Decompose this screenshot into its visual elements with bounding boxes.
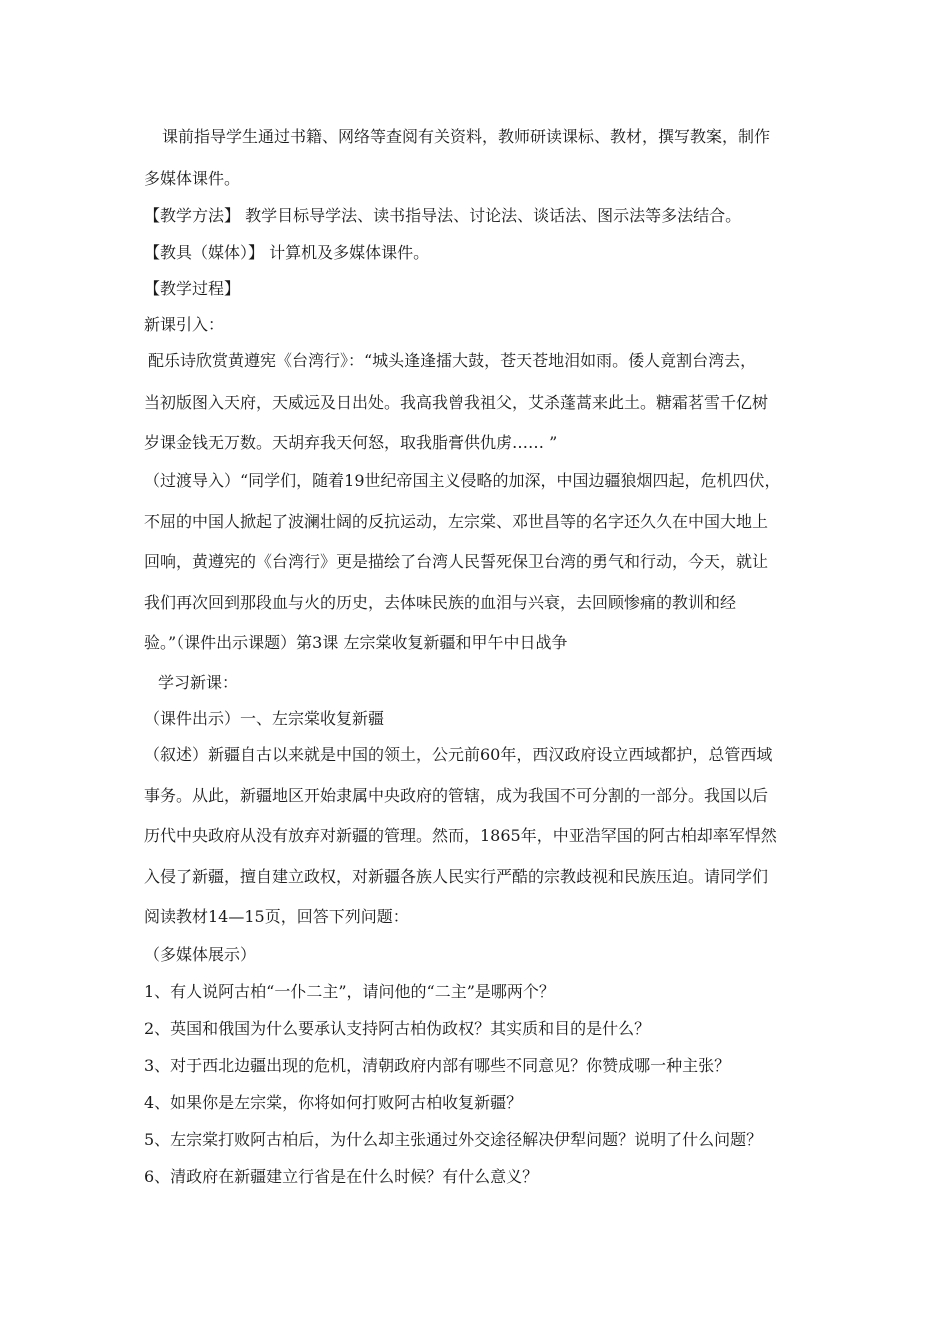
- learn-new-lesson: 学习新课：: [158, 673, 239, 692]
- poem-line-1: 配乐诗欣赏黄遵宪《台湾行》：“城头逢逢擂大鼓，苍天苍地泪如雨。倭人竟割台湾去，: [148, 351, 757, 370]
- narration-line-3: 历代中央政府从没有放弃对新疆的管理。然而，1865年，中亚浩罕国的阿古柏却率军悍然: [144, 826, 777, 845]
- poem-line-2: 当初版图入天府，天威远及日出处。我高我曾我祖父，艾杀蓬蒿来此土。糖霜茗雪千亿树: [144, 393, 769, 412]
- narration-line-2: 事务。从此，新疆地区开始隶属中央政府的管辖，成为我国不可分割的一部分。我国以后: [144, 786, 769, 805]
- teaching-methods: 【教学方法】 教学目标导学法、读书指导法、讨论法、谈话法、图示法等多法结合。: [144, 206, 742, 225]
- question-4: 4、如果你是左宗棠，你将如何打败阿古柏收复新疆？: [144, 1093, 523, 1112]
- narration-line-5: 阅读教材14—15页，回答下列问题：: [144, 907, 409, 926]
- multimedia-label: （多媒体展示）: [144, 945, 257, 964]
- lesson-title-line: 验。”（课件出示课题）第3课 左宗棠收复新疆和甲午中日战争: [144, 633, 568, 652]
- question-3: 3、对于西北边疆出现的危机，清朝政府内部有哪些不同意见？你赞成哪一种主张？: [144, 1056, 731, 1075]
- teaching-tools: 【教具（媒体）】 计算机及多媒体课件。: [144, 243, 430, 262]
- new-lesson-intro: 新课引入：: [144, 315, 225, 334]
- section-heading: （课件出示）一、左宗棠收复新疆: [144, 709, 385, 728]
- question-2: 2、英国和俄国为什么要承认支持阿古柏伪政权？其实质和目的是什么？: [144, 1019, 651, 1038]
- narration-line-1: （叙述）新疆自古以来就是中国的领土，公元前60年，西汉政府设立西域都护，总管西域: [144, 745, 773, 764]
- teaching-process-heading: 【教学过程】: [144, 279, 241, 298]
- question-1: 1、有人说阿古柏“一仆二主”，请问他的“二主”是哪两个？: [144, 982, 555, 1001]
- question-5: 5、左宗棠打败阿古柏后，为什么却主张通过外交途径解决伊犁问题？说明了什么问题？: [144, 1130, 763, 1149]
- text-line-1: 课前指导学生通过书籍、网络等查阅有关资料，教师研读课标、教材，撰写教案，制作: [162, 127, 771, 146]
- transition-line-2: 不屈的中国人掀起了波澜壮阔的反抗运动，左宗棠、邓世昌等的名字还久久在中国大地上: [144, 512, 769, 531]
- transition-line-1: （过渡导入）“同学们，随着19世纪帝国主义侵略的加深，中国边疆狼烟四起，危机四伏，: [144, 471, 781, 490]
- poem-line-3: 岁课金钱无万数。天胡弃我天何怒，取我脂膏供仇虏…… ”: [144, 433, 558, 452]
- text-line-2: 多媒体课件。: [144, 169, 241, 188]
- transition-line-4: 我们再次回到那段血与火的历史，去体味民族的血泪与兴衰，去回顾惨痛的教训和经: [144, 593, 737, 612]
- narration-line-4: 入侵了新疆，擅自建立政权，对新疆各族人民实行严酷的宗教歧视和民族压迫。请同学们: [144, 867, 769, 886]
- transition-line-3: 回响，黄遵宪的《台湾行》更是描绘了台湾人民誓死保卫台湾的勇气和行动，今天，就让: [144, 552, 769, 571]
- question-6: 6、清政府在新疆建立行省是在什么时候？有什么意义？: [144, 1167, 539, 1186]
